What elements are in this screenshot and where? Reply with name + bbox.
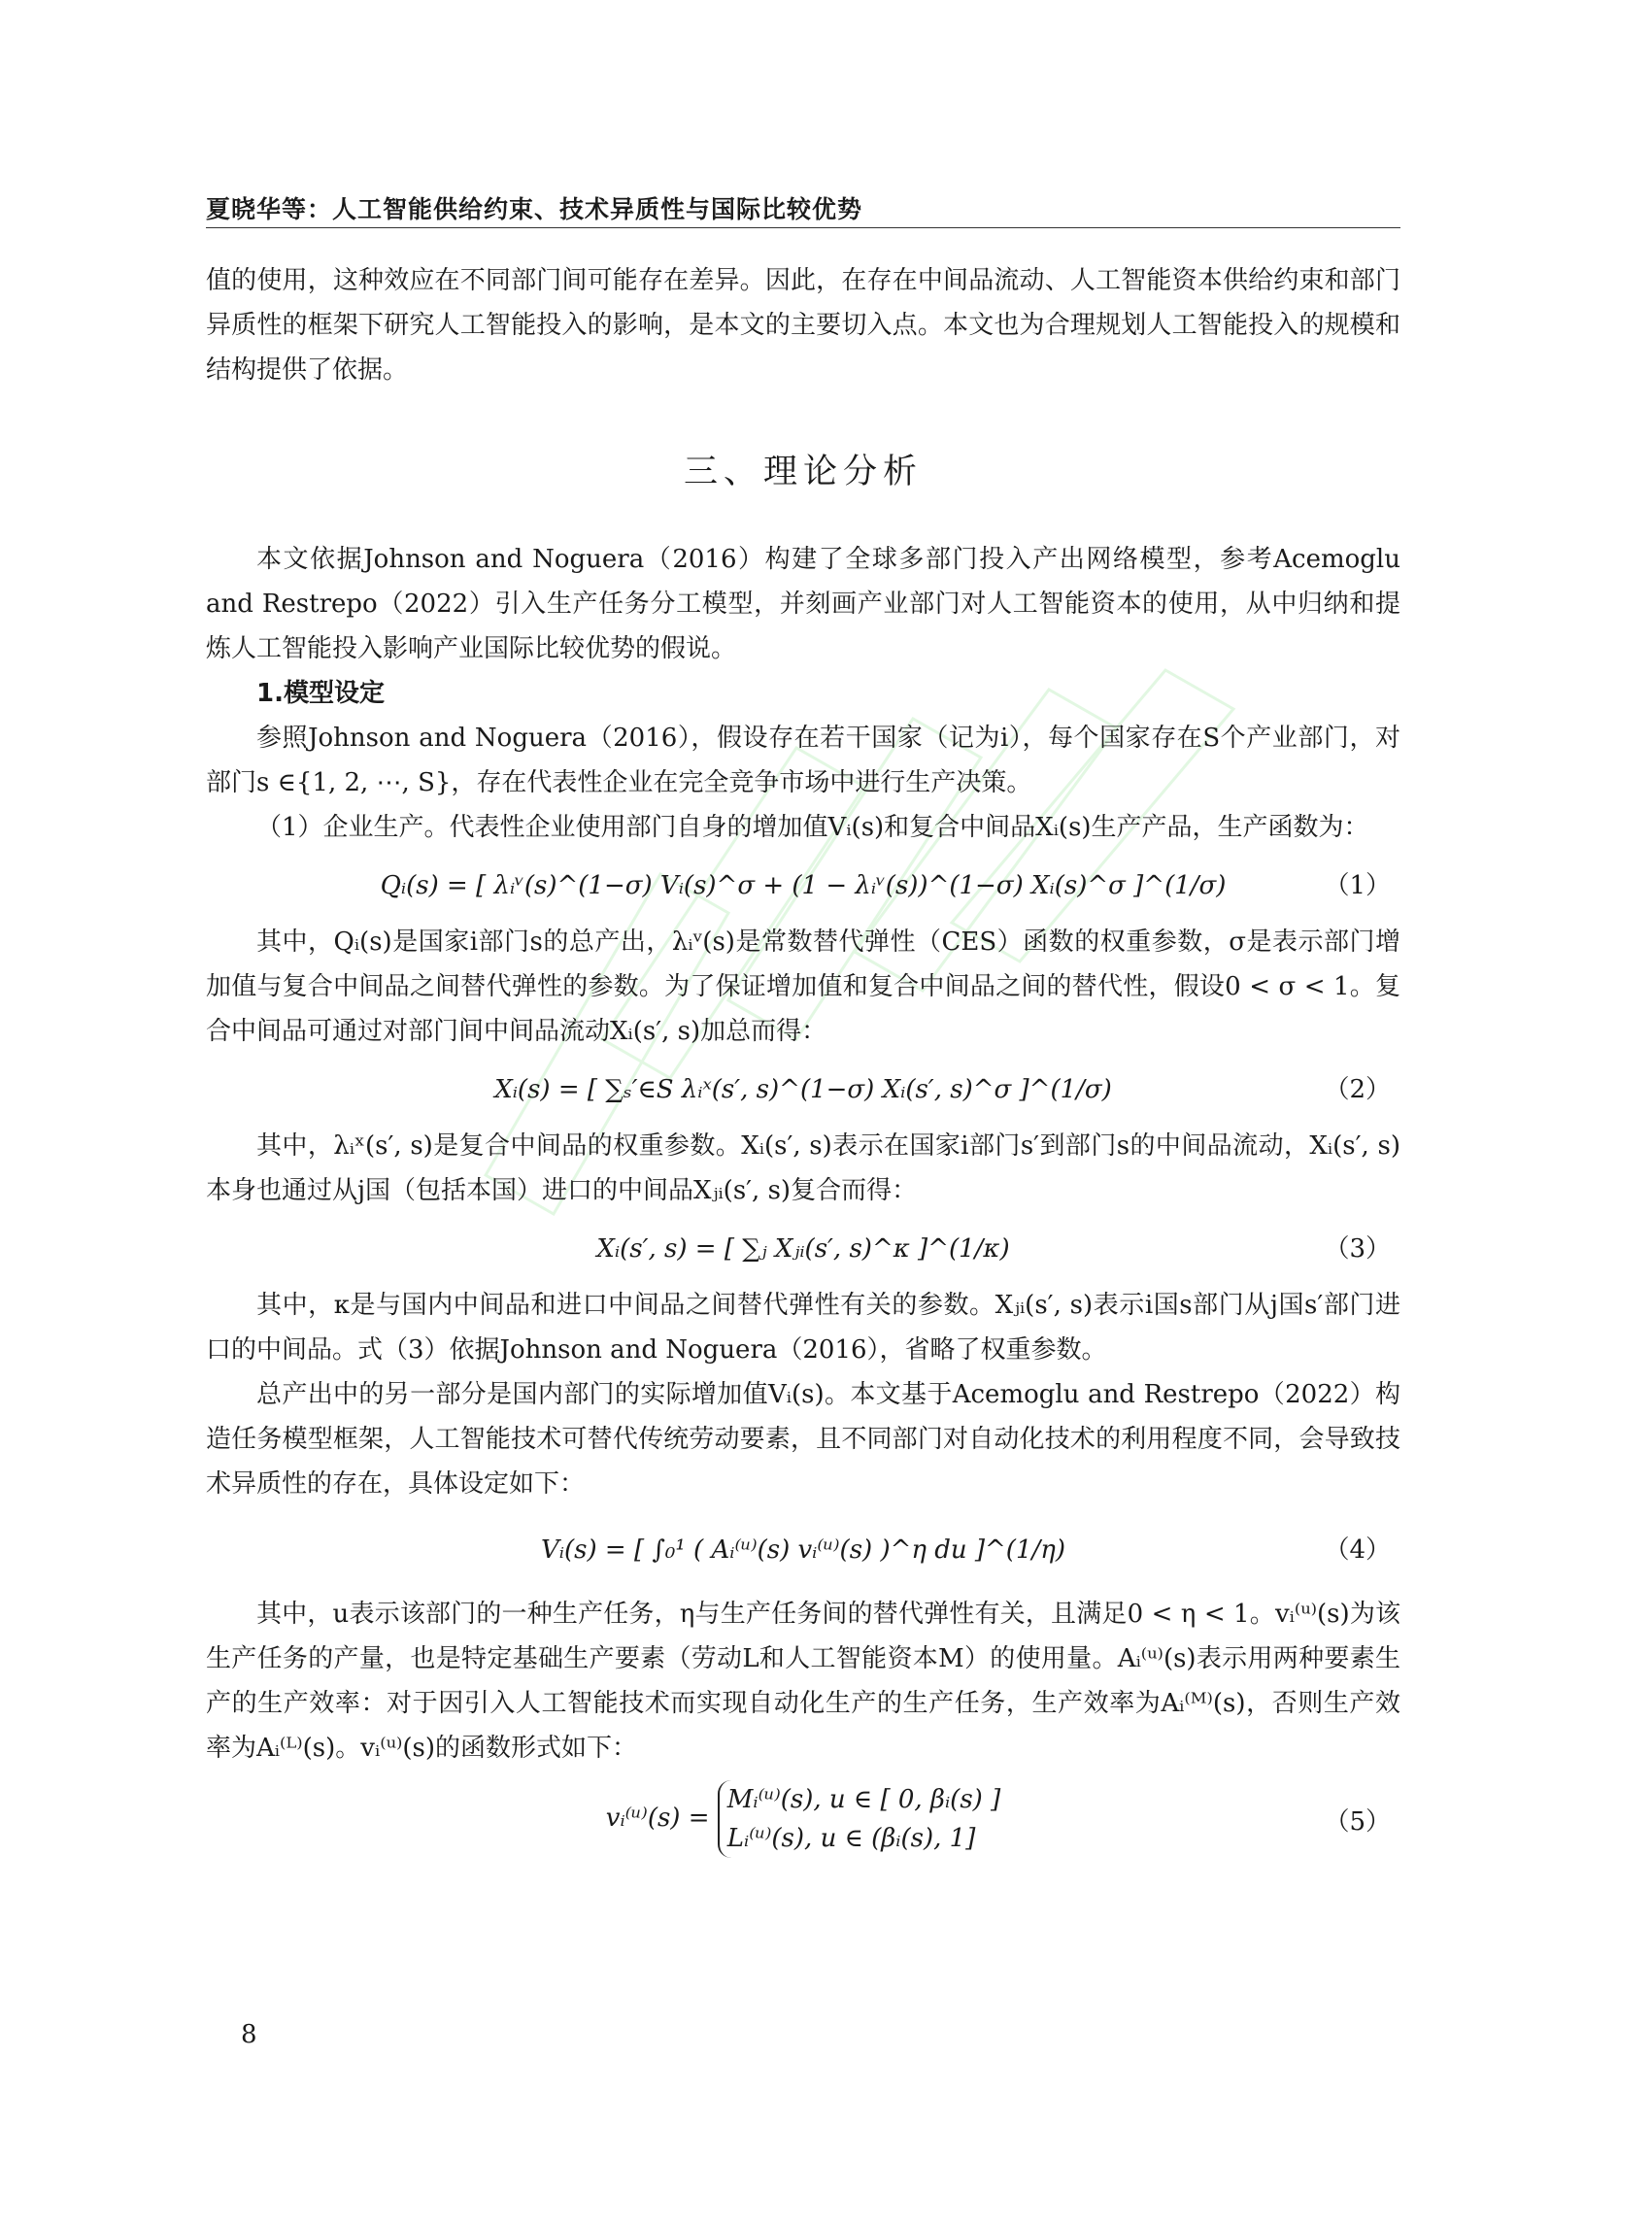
page-number: 8 <box>241 2020 257 2049</box>
paragraph-1: 参照Johnson and Noguera（2016），假设存在若干国家（记为i），每个国家存在S个产业部门，对部门s ∈{1, 2, ⋯, S}，存在代表性企业在完全竞争市场中进行生产决策。 <box>206 724 1400 797</box>
equation-5-number: （5） <box>1324 1807 1391 1837</box>
paragraph-6: 总产出中的另一部分是国内部门的实际增加值Vᵢ(s)。本文基于Acemoglu and Restrepo（2022）构造任务模型框架，人工智能技术可替代传统劳动要素，且不同部门对自动化技术的利用程度不同，会导致技术异质性的存在，具体设定如下： <box>206 1380 1400 1499</box>
equation-5-cases <box>718 1780 1000 1858</box>
section-body <box>206 537 1400 1868</box>
equation-2-body: Xᵢ(s) = [ ∑ₛ′∈S λᵢˣ(s′, s)^(1−σ) Xᵢ(s′, s)^σ ]^(1/σ) <box>494 1075 1112 1104</box>
lead-paragraph: 本文依据Johnson and Noguera（2016）构建了全球多部门投入产出网络模型，参考Acemoglu and Restrepo（2022）引入生产任务分工模型，并刻画产业部门对人工智能资本的使用，从中归纳和提炼人工智能投入影响产业国际比较优势的假说。 <box>206 545 1400 663</box>
paragraph-3: 其中，Qᵢ(s)是国家i部门s的总产出，λᵢᵛ(s)是常数替代弹性（CES）函数的权重参数，σ是表示部门增加值与复合中间品之间替代弹性的参数。为了保证增加值和复合中间品之间的替代性，假设0 < σ < 1。复合中间品可通过对部门间中间品流动Xᵢ(s′, s)加总而得： <box>206 928 1400 1046</box>
equation-3-number: （3） <box>1324 1234 1391 1264</box>
equation-1-body: Qᵢ(s) = [ λᵢᵛ(s)^(1−σ) Vᵢ(s)^σ + (1 − λᵢᵛ(s))^(1−σ) Xᵢ(s)^σ ]^(1/σ) <box>380 871 1227 900</box>
subsection-title: 1.模型设定 <box>256 679 385 708</box>
paragraph-2: （1）企业生产。代表性企业使用部门自身的增加值Vᵢ(s)和复合中间品Xᵢ(s)生产产品，生产函数为： <box>256 813 1369 842</box>
equation-2-number: （2） <box>1324 1075 1391 1104</box>
running-head: 夏晓华等：人工智能供给约束、技术异质性与国际比较优势 <box>206 195 863 223</box>
equation-4 <box>206 1506 1400 1592</box>
equation-4-body: Vᵢ(s) = [ ∫₀¹ ( Aᵢ⁽ᵘ⁾(s) vᵢ⁽ᵘ⁾(s) )^η du ]^(1/η) <box>541 1535 1065 1565</box>
header-rule <box>206 227 1400 228</box>
equation-1-number: （1） <box>1324 871 1391 900</box>
paragraph-5: 其中，κ是与国内中间品和进口中间品之间替代弹性有关的参数。Xⱼᵢ(s′, s)表示i国s部门从j国s′部门进口的中间品。式（3）依据Johnson and Noguera（2016），省略了权重参数。 <box>206 1291 1400 1365</box>
equation-5-body <box>206 1780 1400 1858</box>
equation-5-case-1: Mᵢ⁽ᵘ⁾(s), u ∈ [ 0, βᵢ(s) ] <box>726 1785 1001 1814</box>
equation-3-body: Xᵢ(s′, s) = [ ∑ⱼ Xⱼᵢ(s′, s)^κ ]^(1/κ) <box>596 1234 1010 1264</box>
equation-3 <box>206 1213 1400 1283</box>
equation-5 <box>206 1771 1400 1868</box>
equation-4-number: （4） <box>1324 1535 1391 1565</box>
equation-5-case-2: Lᵢ⁽ᵘ⁾(s), u ∈ (βᵢ(s), 1] <box>726 1824 976 1853</box>
equation-1 <box>206 850 1400 920</box>
intro-paragraph: 值的使用，这种效应在不同部门间可能存在差异。因此，在存在中间品流动、人工智能资本供给约束和部门异质性的框架下研究人工智能投入的影响，是本文的主要切入点。本文也为合理规划人工智能投入的规模和结构提供了依据。 <box>206 266 1400 385</box>
intro-text <box>206 258 1400 392</box>
paragraph-7: 其中，u表示该部门的一种生产任务，η与生产任务间的替代弹性有关，且满足0 < η < 1。vᵢ⁽ᵘ⁾(s)为该生产任务的产量，也是特定基础生产要素（劳动L和人工智能资本M）的使用量。Aᵢ⁽ᵘ⁾(s)表示用两种要素生产的生产效率：对于因引入人工智能技术而实现自动化生产的生产任务，生产效率为Aᵢ⁽ᴹ⁾(s)，否则生产效率为Aᵢ⁽ᴸ⁾(s)。vᵢ⁽ᵘ⁾(s)的函数形式如下： <box>206 1600 1400 1763</box>
equation-5-lhs: vᵢ⁽ᵘ⁾(s) = <box>605 1804 710 1833</box>
section-title: 三、理论分析 <box>683 453 923 491</box>
equation-2 <box>206 1054 1400 1124</box>
paragraph-4: 其中，λᵢˣ(s′, s)是复合中间品的权重参数。Xᵢ(s′, s)表示在国家i部门s′到部门s的中间品流动，Xᵢ(s′, s)本身也通过从j国（包括本国）进口的中间品Xⱼᵢ(s′, s)复合而得： <box>206 1131 1400 1205</box>
